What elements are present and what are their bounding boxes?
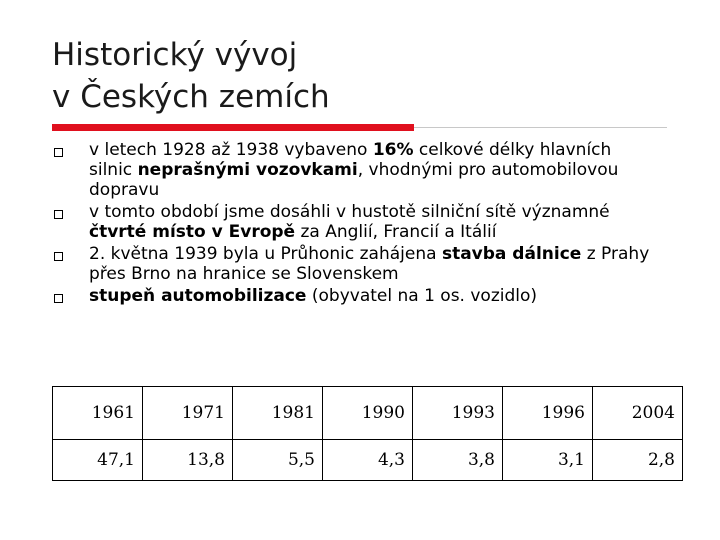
bullet-text: (obyvatel na 1 os. vozidlo): [306, 286, 538, 306]
bullet-text: celkové délky hlavních silnic: [89, 140, 612, 180]
bullet-item: [52, 140, 652, 200]
square-bullet-icon: [54, 210, 63, 219]
table-cell-value: 2,8: [593, 440, 683, 481]
table-cell-value: 4,3: [323, 440, 413, 481]
bullet-text: za Anglií, Francií a Itálií: [295, 222, 497, 242]
square-bullet-icon: [54, 148, 63, 157]
table-cell-value: 47,1: [53, 440, 143, 481]
table-cell-year: 1971: [143, 387, 233, 440]
square-bullet-icon: [54, 252, 63, 261]
title-accent-bar: [52, 124, 414, 131]
bullet-list: [52, 140, 652, 308]
bullet-text-bold: stavba dálnice: [441, 244, 582, 264]
title-line-2: v Českých zemích: [52, 79, 330, 115]
bullet-text-bold: stupeň automobilizace: [89, 286, 307, 306]
bullet-text-bold: čtvrté místo v Evropě: [89, 222, 296, 242]
bullet-text: , vhodnými pro automobilovou dopravu: [89, 160, 619, 200]
table-cell-value: 3,8: [413, 440, 503, 481]
table-cell-value: 5,5: [233, 440, 323, 481]
bullet-text: z Prahy přes Brno na hranice se Slovenskem: [89, 244, 650, 284]
table-cell-value: 3,1: [503, 440, 593, 481]
table-cell-year: 2004: [593, 387, 683, 440]
title-line-1: Historický vývoj: [52, 37, 298, 73]
table-cell-year: 1993: [413, 387, 503, 440]
bullet-item: [52, 202, 652, 242]
table-cell-year: 1981: [233, 387, 323, 440]
bullet-text-bold: neprašnými vozovkami: [137, 160, 358, 180]
automobilization-table: [52, 386, 683, 481]
table-cell-year: 1961: [53, 387, 143, 440]
table-row-years: [53, 387, 683, 440]
bullet-text: v letech 1928 až 1938 vybaveno: [89, 140, 373, 160]
bullet-text: 2. května 1939 byla u Průhonic zahájena: [89, 244, 442, 264]
bullet-item: [52, 244, 652, 284]
bullet-item: [52, 286, 652, 306]
table-cell-year: 1990: [323, 387, 413, 440]
table-cell-value: 13,8: [143, 440, 233, 481]
square-bullet-icon: [54, 294, 63, 303]
table-row-values: [53, 440, 683, 481]
table-cell-year: 1996: [503, 387, 593, 440]
slide-title: [52, 34, 330, 118]
bullet-text-bold: 16%: [372, 140, 414, 160]
bullet-text: v tomto období jsme dosáhli v hustotě silniční sítě významné: [89, 202, 610, 222]
